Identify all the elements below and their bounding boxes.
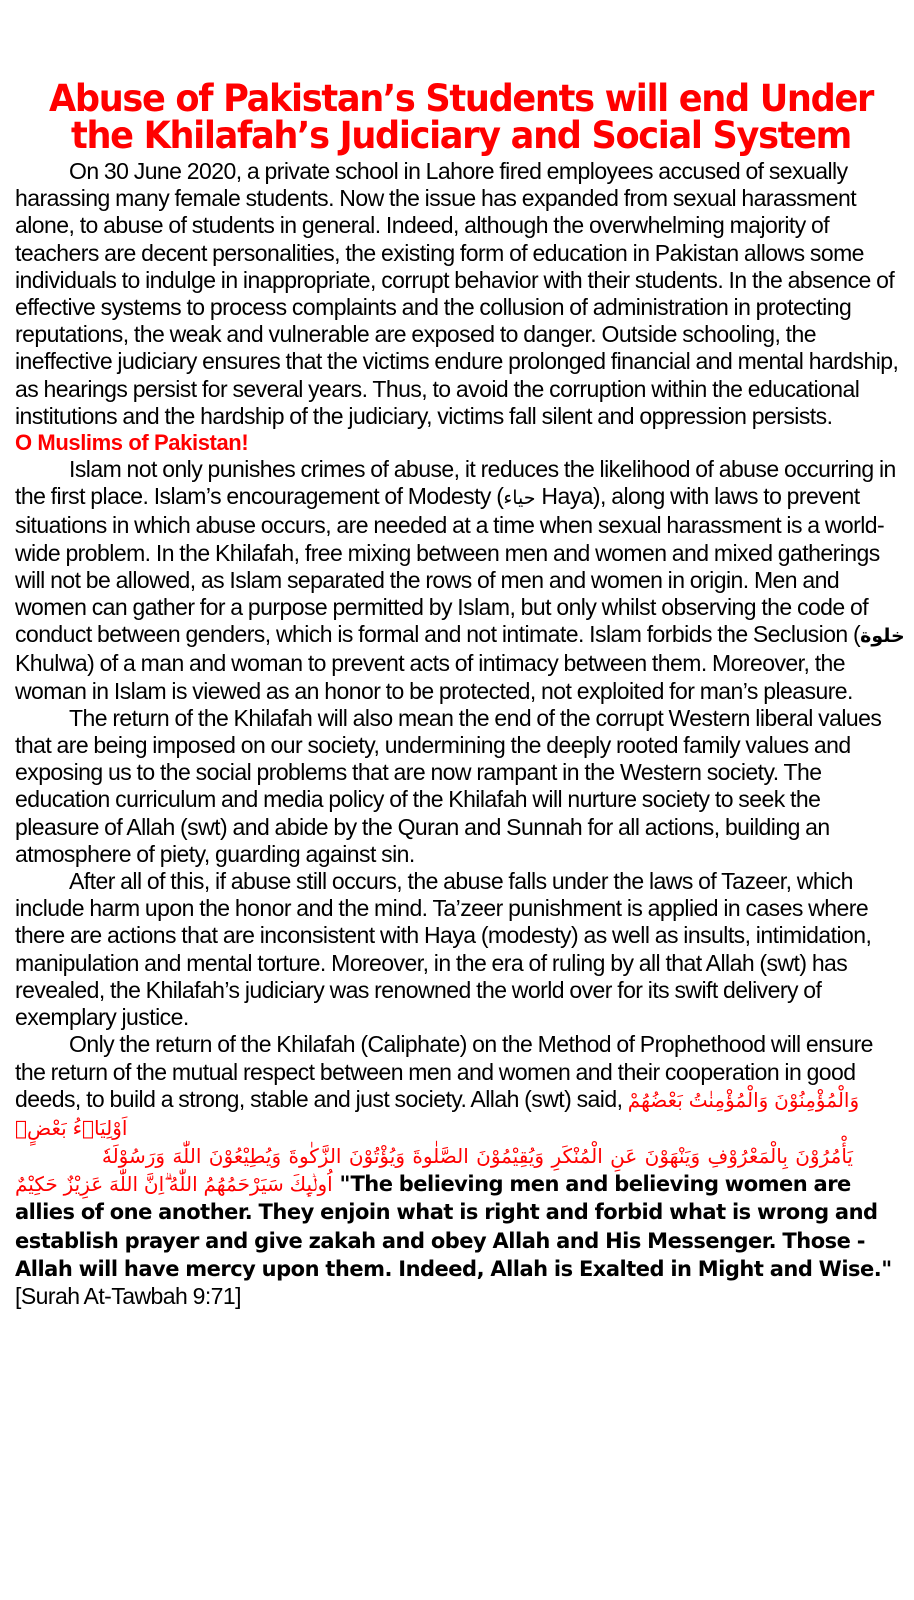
paragraph-conclusion: [15, 1031, 907, 1310]
title-line-1: Abuse of Pakistan’s Students will end Under: [49, 77, 873, 120]
paragraph-islam-modesty: [15, 456, 907, 705]
arabic-term-haya: حياء: [503, 487, 536, 510]
article: [15, 77, 907, 1310]
paragraph-islam-modesty-part1: Islam not only punishes crimes of abuse, it reduces the likelihood of abuse occurring in the first place. Islam’s encouragement of Modesty (: [15, 456, 896, 510]
paragraph-tazeer: After all of this, if abuse still occurs, the abuse falls under the laws of Tazeer, which include harm upon the honor and the mind. Ta’zeer punishment is applied in cases where there are actions that are inconsistent with Haya (modesty) as well as insults, intimidation, manipulation and mental torture. Moreover, in the era of ruling by all that Allah (swt) has revealed, the Khilafah’s judiciary was renowned the world over for its swift delivery of exemplary justice.: [15, 868, 872, 1031]
verse-reference: [Surah At-Tawbah 9:71]: [15, 1282, 241, 1309]
paragraph-intro: On 30 June 2020, a private school in Lahore fired employees accused of sexually harassing many female students. Now the issue has expanded from sexual harassment alone, to abuse of students in general. Indeed, although the overwhelming majority of teachers are decent personalities, the existing form of education in Pakistan allows some individuals to indulge in inappropriate, corrupt behavior with their students. In the absence of effective systems to process complaints and the collusion of administration in protecting reputations, the weak and vulnerable are exposed to danger. Outside schooling, the ineffective judiciary ensures that the victims endure prolonged financial and mental hardship, as hearings persist for several years. Thus, to avoid the corruption within the educational institutions and the hardship of the judiciary, victims fall silent and oppression persists.: [15, 158, 899, 429]
quran-verse-line-3: اُولٰۤىِٕكَ سَيَرْحَمُهُمُ اللّٰهُ ۗاِنَّ اللّٰهَ عَزِيْزٌ حَكِيْمٌ: [15, 1172, 333, 1197]
arabic-term-khulwa: خلوة: [860, 625, 905, 648]
verse-translation: "The believing men and believing women are allies of one another. They enjoin what is right and forbid what is wrong and establish prayer and give zakah and obey Allah and His Messenger. Those - Allah will have mercy upon them. Indeed, Allah is Exalted in Might and Wise.": [15, 1172, 892, 1281]
article-title: [37, 77, 884, 157]
title-line-2: the Khilafah’s Judiciary and Social System: [70, 114, 851, 157]
quran-verse-line-1: وَالْمُؤْمِنُوْنَ وَالْمُؤْمِنٰتُ بَعْضُهُمْ اَوْلِيَاۤءُ بَعْضٍۘ: [15, 1087, 860, 1140]
paragraph-islam-modesty-part3: Khulwa) of a man and woman to prevent acts of intimacy between them. Moreover, the woman in Islam is viewed as an honor to be protected, not exploited for man’s pleasure.: [15, 650, 853, 704]
quran-verse-line-2: يَأْمُرُوْنَ بِالْمَعْرُوْفِ وَيَنْهَوْنَ عَنِ الْمُنْكَرِ وَيُقِيْمُوْنَ الصَّلٰوةَ وَيُؤْتُوْنَ الزَّكٰوةَ وَيُطِيْعُوْنَ اللّٰهَ وَرَسُوْلَهٗ: [101, 1144, 853, 1169]
subheading: O Muslims of Pakistan!: [15, 430, 249, 456]
paragraph-conclusion-text: Only the return of the Khilafah (Caliphate) on the Method of Prophethood will ensure the return of the mutual respect between men and women and their cooperation in good deeds, to build a strong, stable and just society. Allah (swt) said,: [15, 1031, 873, 1112]
paragraph-western-values: The return of the Khilafah will also mean the end of the corrupt Western liberal values that are being imposed on our society, undermining the deeply rooted family values and exposing us to the social problems that are now rampant in the Western society. The education curriculum and media policy of the Khilafah will nurture society to seek the pleasure of Allah (swt) and abide by the Quran and Sunnah for all actions, building an atmosphere of piety, guarding against sin.: [15, 704, 882, 867]
paragraph-islam-modesty-part2: Haya), along with laws to prevent situations in which abuse occurs, are needed at a time when sexual harassment is a world-wide problem. In the Khilafah, free mixing between men and women and mixed gatherings will not be allowed, as Islam separated the rows of men and women in origin. Men and women can gather for a purpose permitted by Islam, but only whilst observing the code of conduct between genders, which is formal and not intimate. Islam forbids the Seclusion (: [15, 483, 885, 648]
